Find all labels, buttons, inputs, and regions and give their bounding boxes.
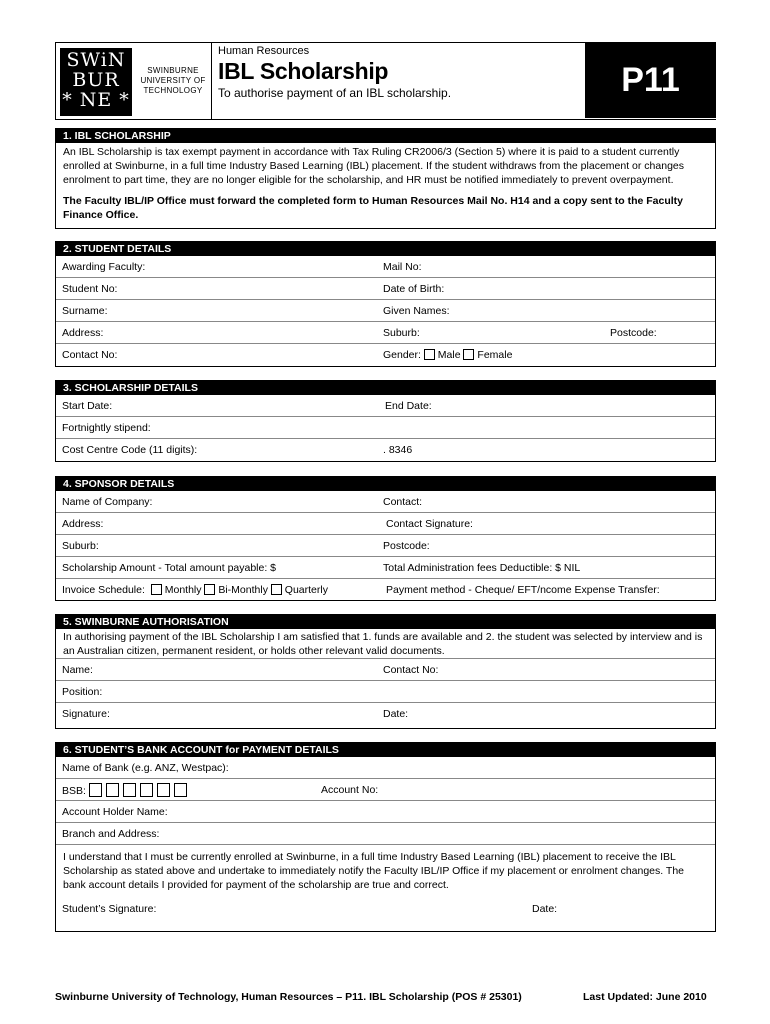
account-no-field[interactable]: Account No: [321,784,379,796]
payment-method-field[interactable]: Payment method - Cheque/ EFT/ncome Expense Transfer: [386,584,660,596]
address-field[interactable]: Address: [62,327,104,339]
form-row [56,703,715,725]
admin-fees-label: Total Administration fees Deductible: $ NIL [383,562,581,574]
fortnightly-stipend-field[interactable]: Fortnightly stipend: [62,422,151,434]
form-row [56,256,715,278]
form-row [56,417,715,439]
authoriser-position-field[interactable]: Position: [62,686,103,698]
gender-label: Gender: [383,349,421,361]
logo-mark-line: BUR [72,69,120,91]
form-row [56,278,715,300]
authoriser-contact-field[interactable]: Contact No: [383,664,439,676]
form-row [56,823,715,845]
sponsor-address-field[interactable]: Address: [62,518,104,530]
form-row [56,395,715,417]
form-row [56,779,715,801]
bsb-digit-box[interactable] [106,783,119,797]
student-no-field[interactable]: Student No: [62,283,118,295]
student-date-field[interactable]: Date: [532,903,558,915]
section-scholarship-details [55,380,716,462]
bsb-label: BSB: [62,785,86,797]
monthly-label: Monthly [164,584,202,596]
form-row [56,801,715,823]
form-row [56,757,715,779]
form-row [56,579,715,601]
authorisation-statement: In authorising payment of the IBL Scholarship I am satisfied that 1. funds are available and 2. the student was selected by interview and is an Australian citizen, permanent resident, or holds other relevant valid documents. [56,629,715,659]
section-heading: 1. IBL SCHOLARSHIP [56,129,715,143]
company-name-field[interactable]: Name of Company: [62,496,153,508]
section-heading: 3. SCHOLARSHIP DETAILS [56,381,715,395]
form-title: IBL Scholarship [218,58,389,84]
declaration-block [56,845,715,925]
end-date-field[interactable]: End Date: [385,400,432,412]
awarding-faculty-field[interactable]: Awarding Faculty: [62,261,146,273]
date-of-birth-field[interactable]: Date of Birth: [383,283,445,295]
forwarding-instruction: The Faculty IBL/IP Office must forward the completed form to Human Resources Mail No. H14 and a copy sent to the Faculty Finance Office. [63,195,684,221]
sponsor-contact-field[interactable]: Contact: [383,496,423,508]
sponsor-suburb-field[interactable]: Suburb: [62,540,99,552]
logo-text-line: SWINBURNE [147,66,199,75]
form-row [56,513,715,535]
form-row [56,659,715,681]
form-row [56,300,715,322]
logo-mark-line: SWiN [66,49,126,71]
scholarship-amount-field[interactable]: Scholarship Amount - Total amount payable: $ [62,562,277,574]
logo-text-line: UNIVERSITY OF [140,76,206,85]
bsb-digit-box[interactable] [89,783,102,797]
gender-group [383,349,512,361]
bsb-group [62,783,191,797]
male-label: Male [437,349,461,361]
section-heading: 4. SPONSOR DETAILS [56,477,715,491]
branch-address-field[interactable]: Branch and Address: [62,828,160,840]
postcode-field[interactable]: Postcode: [610,327,657,339]
cost-centre-field[interactable]: . 8346 [383,444,413,456]
invoice-schedule-label: Invoice Schedule: [62,584,145,596]
section-heading: 6. STUDENT’S BANK ACCOUNT for PAYMENT DETAILS [56,743,715,757]
sponsor-postcode-field[interactable]: Postcode: [383,540,430,552]
bsb-digit-box[interactable] [157,783,170,797]
department-label: Human Resources [218,45,310,57]
swinburne-logo [60,48,132,116]
mail-no-field[interactable]: Mail No: [383,261,422,273]
contact-no-field[interactable]: Contact No: [62,349,118,361]
section-sponsor-details [55,476,716,601]
form-subtitle: To authorise payment of an IBL scholarship. [218,86,452,100]
male-checkbox[interactable] [424,349,435,360]
form-row [56,491,715,513]
authoriser-name-field[interactable]: Name: [62,664,93,676]
form-row [56,344,715,366]
female-label: Female [477,349,513,361]
quarterly-checkbox[interactable] [271,584,282,595]
monthly-checkbox[interactable] [151,584,162,595]
logo-mark-line: * NE * [62,89,130,111]
surname-field[interactable]: Surname: [62,305,108,317]
given-names-field[interactable]: Given Names: [383,305,450,317]
logo-wordmark [140,66,206,96]
section-bank-account [55,742,716,932]
bsb-digit-box[interactable] [123,783,136,797]
cost-centre-label: Cost Centre Code (11 digits): [62,444,198,456]
student-signature-field[interactable]: Student’s Signature: [62,903,157,915]
bsb-digit-box[interactable] [140,783,153,797]
footer-last-updated: Last Updated: June 2010 [583,991,707,1003]
form-row [56,535,715,557]
section-heading: 5. SWINBURNE AUTHORISATION [56,615,715,629]
authoriser-signature-field[interactable]: Signature: [62,708,110,720]
contact-signature-field[interactable]: Contact Signature: [386,518,473,530]
form-code-badge: P11 [585,42,716,118]
form-row [56,681,715,703]
bimonthly-label: Bi-Monthly [218,584,268,596]
section-ibl-scholarship [55,128,716,229]
authoriser-date-field[interactable]: Date: [383,708,409,720]
invoice-schedule-group [62,584,328,596]
section-student-details [55,241,716,367]
start-date-field[interactable]: Start Date: [62,400,113,412]
account-holder-field[interactable]: Account Holder Name: [62,806,168,818]
form-row [56,322,715,344]
form-row [56,439,715,461]
suburb-field[interactable]: Suburb: [383,327,420,339]
scholarship-info: An IBL Scholarship is tax exempt payment in accordance with Tax Ruling CR2006/3 (Section 5) where it is paid to a student currently enrolled at Swinburne, in a full time Industry Based Learning (IBL) placement. If the student withdraws from the placement or changes enrolment to part time, they are no longer eligible for the scholarship, and HR must be notified immediately to prevent overpayment. [63,146,684,186]
form-row [56,557,715,579]
female-checkbox[interactable] [463,349,474,360]
quarterly-label: Quarterly [284,584,328,596]
student-declaration: I understand that I must be currently enrolled at Swinburne, in a full time Industry Based Learning (IBL) placement to receive the IBL Scholarship as stated above and undertake to immediately notify the Faculty IBL/IP Office if my placement or enrolment changes. The bank account details I provided for payment of the scholarship are true and correct. [63,851,685,891]
footer-document-id: Swinburne University of Technology, Human Resources – P11. IBL Scholarship (POS # 25301) [55,991,522,1003]
bsb-digit-box[interactable] [174,783,187,797]
bimonthly-checkbox[interactable] [204,584,215,595]
section-heading: 2. STUDENT DETAILS [56,242,715,256]
logo-text-line: TECHNOLOGY [143,86,203,95]
bank-name-field[interactable]: Name of Bank (e.g. ANZ, Westpac): [62,762,229,774]
section-swinburne-authorisation [55,614,716,729]
